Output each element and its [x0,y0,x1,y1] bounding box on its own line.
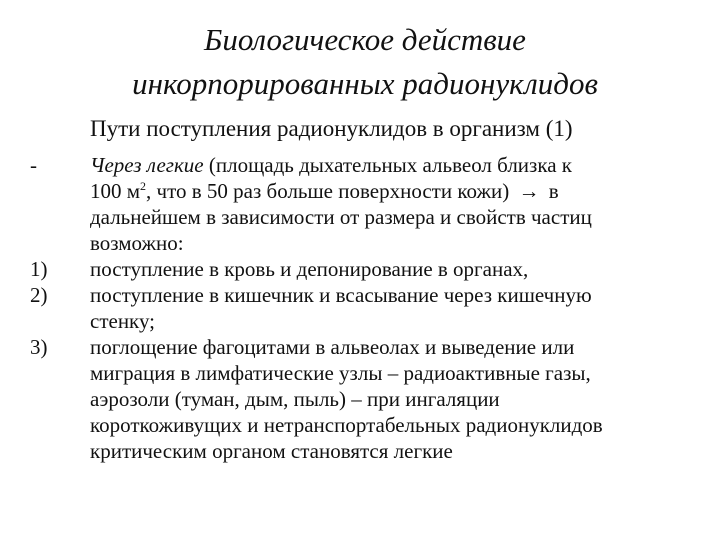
list-item-2 [30,282,700,334]
list-item-text [90,256,700,282]
item-line: критическим органом становятся легкие [90,439,453,463]
content-list [30,152,700,464]
item-line: миграция в лимфатические узлы – радиоактивные газы, [90,361,591,385]
item-line: поступление в кишечник и всасывание через кишечную [90,283,592,307]
arrow-right-icon: → [518,179,540,203]
list-marker: 1) [30,257,48,281]
item-line: короткоживущих и нетранспортабельных радионуклидов [90,413,603,437]
area-value: 100 м [90,179,141,203]
route-label: Через легкие [90,153,204,177]
intro-text-b: , что в 50 раз больше поверхности кожи) [146,179,515,203]
item-line: аэрозоли (туман, дым, пыль) – при ингаляции [90,387,500,411]
intro-line-4: возможно: [90,231,184,255]
list-item-intro [30,152,700,256]
item-line: поглощение фагоцитами в альвеолах и выведение или [90,335,575,359]
slide-subtitle: Пути поступления радионуклидов в организм (1) [90,116,573,141]
list-item-text [90,152,700,256]
title-line-1: Биологическое действие [204,22,526,57]
list-item-1 [30,256,700,282]
list-item-text [90,334,700,464]
list-marker: 3) [30,335,48,359]
intro-line-1 [90,152,700,178]
list-item-3 [30,334,700,464]
list-marker: 2) [30,283,48,307]
intro-line-3: дальнейшем в зависимости от размера и свойств частиц [90,205,592,229]
intro-line-2 [90,178,700,204]
list-marker: - [30,153,37,177]
list-item-text [90,282,700,334]
slide-title [40,18,690,106]
intro-text-c: в [543,179,559,203]
item-line: поступление в кровь и депонирование в органах, [90,257,529,281]
item-line: стенку; [90,309,156,333]
intro-text-a: (площадь дыхательных альвеол близка к [203,153,572,177]
title-line-2: инкорпорированных радионуклидов [132,66,598,101]
area-exponent: 2 [140,179,147,193]
